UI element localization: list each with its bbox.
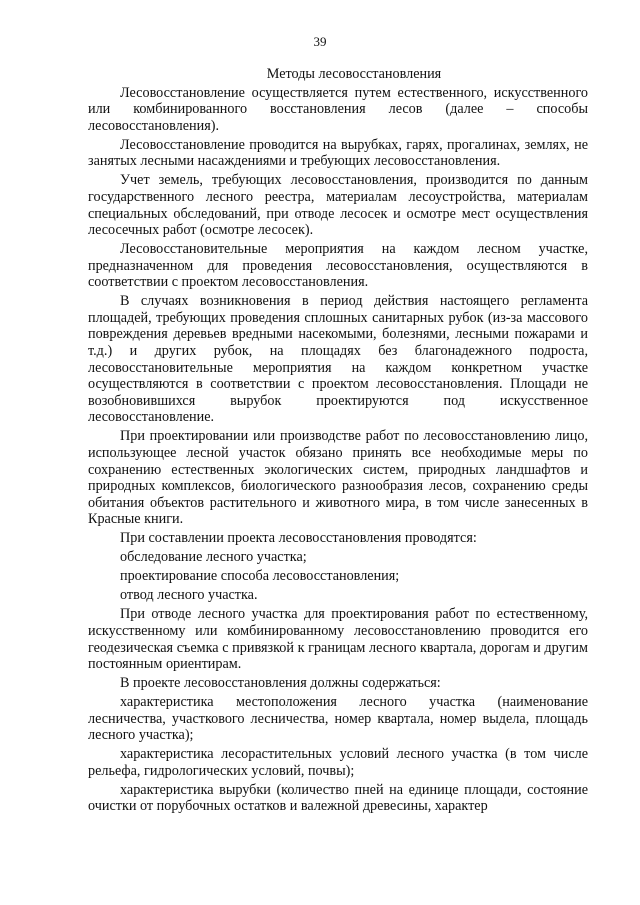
- list-item: проектирование способа лесовосстановления;: [120, 568, 400, 585]
- list-item: характеристика вырубки (количество пней на единице площади, состояние очистки от порубочных остатков и валежной древесины, характер: [88, 781, 588, 815]
- list-intro: В проекте лесовосстановления должны содержаться:: [120, 675, 441, 692]
- paragraph: Лесовосстановление осуществляется путем естественного, искусственного или комбинированного восстановления лесов (далее – способы лесовосстановления).: [88, 84, 588, 134]
- paragraph: В случаях возникновения в период действия настоящего регламента площадей, требующих проведения сплошных санитарных рубок (из-за массового повреждения деревьев вредными насекомыми, болезнями, лесными пожарами и т.д.) и других рубок, на площадях без благонадежного подроста, лесовосстановительные мероприятия на каждом конкретном участке осуществляются в соответствии с проектом лесовосстановления. Площади не возобновившихся вырубок проектируются под искусственное лесовосстановление.: [88, 293, 588, 426]
- paragraph: При проектировании или производстве работ по лесовосстановлению лицо, использующее лесной участок обязано принять все необходимые меры по сохранению естественных экологических систем, природных ландшафтов и природных комплексов, биологического разнообразия лесов, сохранению среды обитания объектов растительного и животного мира, в том числе занесенных в Красные книги.: [88, 428, 588, 528]
- list-item: характеристика лесорастительных условий лесного участка (в том числе рельефа, гидрологических условий, почвы);: [88, 746, 588, 779]
- paragraph: Учет земель, требующих лесовосстановления, производится по данным государственного лесного реестра, материалам лесоустройства, материалам специальных обследований, при отводе лесосек и осмотре мест осуществления лесосечных работ (осмотре лесосек).: [88, 172, 588, 239]
- document-body: [88, 66, 588, 817]
- paragraph: Лесовосстановительные мероприятия на каждом лесном участке, предназначенном для проведения лесовосстановления, осуществляются в соответствии с проектом лесовосстановления.: [88, 241, 588, 291]
- list-item: характеристика местоположения лесного участка (наименование лесничества, участкового лесничества, номер квартала, номер выдела, площадь лесного участка);: [88, 694, 588, 744]
- list-item: обследование лесного участка;: [120, 549, 307, 566]
- list-item: отвод лесного участка.: [120, 587, 258, 604]
- list-intro: При составлении проекта лесовосстановления проводятся:: [120, 530, 477, 547]
- page-number: 39: [313, 34, 327, 49]
- paragraph: Лесовосстановление проводится на вырубках, гарях, прогалинах, землях, не занятых лесными насаждениями и требующих лесовосстановления.: [88, 136, 588, 170]
- paragraph: При отводе лесного участка для проектирования работ по естественному, искусственному или комбинированному лесовосстановлению проводится его геодезическая съемка с привязкой к границам лесного квартала, дорогам и другим постоянным ориентирам.: [88, 606, 588, 673]
- section-heading: Методы лесовосстановления: [266, 66, 442, 82]
